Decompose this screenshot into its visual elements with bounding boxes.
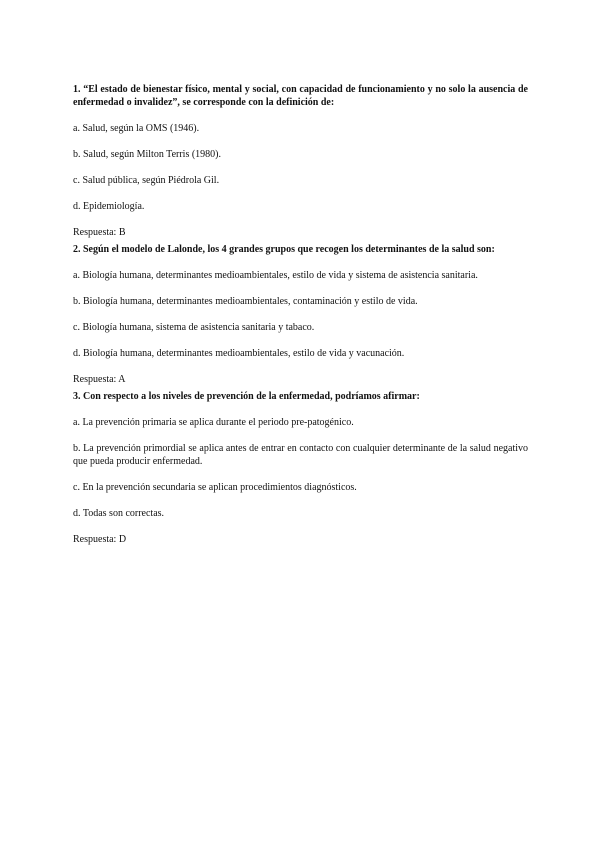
question-2-answer: Respuesta: A <box>73 374 126 385</box>
question-3-option-b: b. La prevención primordial se aplica antes de entrar en contacto con cualquier determinante de la salud negativo que pueda producir enfermedad. <box>73 443 528 467</box>
question-3-option-c: c. En la prevención secundaria se aplican procedimientos diagnósticos. <box>73 482 357 493</box>
question-2 <box>73 243 528 386</box>
question-1-option-c: c. Salud pública, según Piédrola Gil. <box>73 175 220 186</box>
question-1-option-b: b. Salud, según Milton Terris (1980). <box>73 149 221 160</box>
question-3-option-a: a. La prevención primaria se aplica durante el periodo pre-patogénico. <box>73 417 354 428</box>
question-3-answer: Respuesta: D <box>73 534 127 545</box>
question-1-option-a: a. Salud, según la OMS (1946). <box>73 123 200 134</box>
question-3-title: 3. Con respecto a los niveles de prevención de la enfermedad, podríamos afirmar: <box>73 391 420 402</box>
question-1-title: 1. “El estado de bienestar físico, mental y social, con capacidad de funcionamiento y no solo la ausencia de enfermedad o invalidez”, se corresponde con la definición de: <box>73 84 528 108</box>
question-3 <box>73 390 528 546</box>
question-2-option-b: b. Biología humana, determinantes medioambientales, contaminación y estilo de vida. <box>73 296 418 307</box>
question-1-answer: Respuesta: B <box>73 227 126 238</box>
question-3-option-d: d. Todas son correctas. <box>73 508 165 519</box>
question-2-title: 2. Según el modelo de Lalonde, los 4 grandes grupos que recogen los determinantes de la salud son: <box>73 244 495 255</box>
question-2-option-c: c. Biología humana, sistema de asistencia sanitaria y tabaco. <box>73 322 315 333</box>
question-1 <box>73 83 528 239</box>
question-2-option-a: a. Biología humana, determinantes medioambientales, estilo de vida y sistema de asistencia sanitaria. <box>73 270 478 281</box>
document-content <box>73 83 528 546</box>
question-2-option-d: d. Biología humana, determinantes medioambientales, estilo de vida y vacunación. <box>73 348 405 359</box>
question-1-option-d: d. Epidemiología. <box>73 201 145 212</box>
